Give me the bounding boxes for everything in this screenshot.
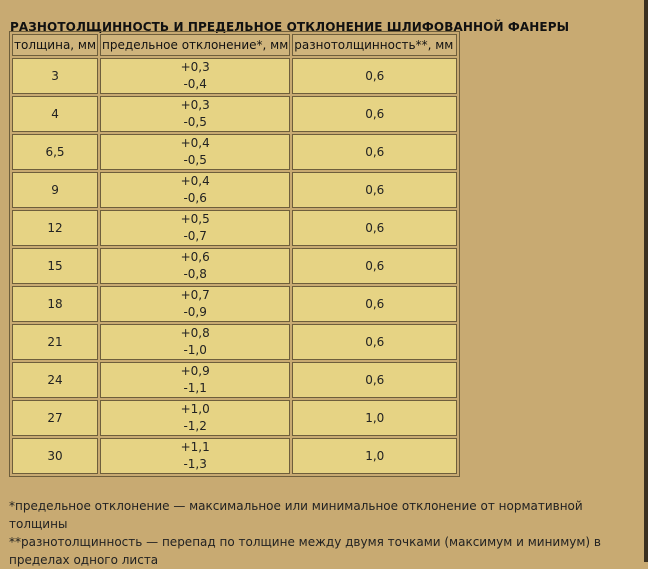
cell-variation: 0,6: [292, 324, 457, 360]
cell-variation: 0,6: [292, 58, 457, 94]
deviation-minus: -1,2: [183, 419, 207, 433]
table-row: [12, 286, 457, 322]
cell-variation: 0,6: [292, 286, 457, 322]
cell-deviation: [100, 210, 290, 246]
deviation-plus: +0,5: [180, 212, 210, 226]
table-header-row: [12, 34, 457, 56]
cell-thickness: 18: [12, 286, 98, 322]
table-row: [12, 96, 457, 132]
table-row: [12, 172, 457, 208]
cell-thickness: 21: [12, 324, 98, 360]
page-title: РАЗНОТОЛЩИННОСТЬ И ПРЕДЕЛЬНОЕ ОТКЛОНЕНИЕ ШЛИФОВАННОЙ ФАНЕРЫ: [10, 20, 570, 35]
cell-variation: 1,0: [292, 400, 457, 436]
deviation-minus: -0,9: [183, 305, 207, 319]
deviation-plus: +0,9: [180, 364, 210, 378]
cell-thickness: 15: [12, 248, 98, 284]
footnote-variation: **разнотолщинность — перепад по толщине между двумя точками (максимум и минимум) в пределах одного листа: [9, 535, 601, 567]
cell-thickness: 9: [12, 172, 98, 208]
header-deviation: предельное отклонение*, мм: [100, 34, 290, 56]
deviation-plus: +1,0: [180, 402, 210, 416]
cell-variation: 0,6: [292, 134, 457, 170]
cell-deviation: [100, 286, 290, 322]
deviation-plus: +0,7: [180, 288, 210, 302]
cell-thickness: 6,5: [12, 134, 98, 170]
deviation-plus: +0,3: [180, 60, 210, 74]
cell-variation: 1,0: [292, 438, 457, 474]
table-row: [12, 400, 457, 436]
cell-thickness: 4: [12, 96, 98, 132]
footnote-deviation: *предельное отклонение — максимальное или минимальное отклонение от нормативной толщины: [9, 499, 583, 531]
deviation-plus: +0,4: [180, 136, 210, 150]
cell-deviation: [100, 400, 290, 436]
deviation-minus: -1,0: [183, 343, 207, 357]
cell-deviation: [100, 134, 290, 170]
cell-deviation: [100, 172, 290, 208]
plywood-tolerance-table: [9, 31, 460, 477]
table-row: [12, 362, 457, 398]
deviation-plus: +0,8: [180, 326, 210, 340]
table-row: [12, 248, 457, 284]
cell-thickness: 24: [12, 362, 98, 398]
cell-variation: 0,6: [292, 210, 457, 246]
table-row: [12, 134, 457, 170]
deviation-minus: -0,6: [183, 191, 207, 205]
cell-deviation: [100, 324, 290, 360]
table-container: [9, 31, 460, 477]
footnotes: [9, 497, 634, 569]
page-edge-divider: [644, 0, 648, 562]
cell-thickness: 12: [12, 210, 98, 246]
deviation-plus: +0,4: [180, 174, 210, 188]
cell-thickness: 30: [12, 438, 98, 474]
deviation-minus: -0,5: [183, 153, 207, 167]
deviation-minus: -0,7: [183, 229, 207, 243]
deviation-minus: -1,1: [183, 381, 207, 395]
cell-variation: 0,6: [292, 172, 457, 208]
cell-variation: 0,6: [292, 96, 457, 132]
table-row: [12, 58, 457, 94]
cell-variation: 0,6: [292, 248, 457, 284]
cell-thickness: 27: [12, 400, 98, 436]
deviation-plus: +0,3: [180, 98, 210, 112]
table-row: [12, 324, 457, 360]
cell-deviation: [100, 248, 290, 284]
deviation-minus: -0,5: [183, 115, 207, 129]
deviation-minus: -0,8: [183, 267, 207, 281]
cell-deviation: [100, 96, 290, 132]
deviation-plus: +1,1: [180, 440, 210, 454]
deviation-minus: -0,4: [183, 77, 207, 91]
deviation-minus: -1,3: [183, 457, 207, 471]
table-row: [12, 438, 457, 474]
header-thickness: толщина, мм: [12, 34, 98, 56]
header-variation: разнотолщинность**, мм: [292, 34, 457, 56]
cell-variation: 0,6: [292, 362, 457, 398]
cell-thickness: 3: [12, 58, 98, 94]
table-row: [12, 210, 457, 246]
cell-deviation: [100, 58, 290, 94]
cell-deviation: [100, 438, 290, 474]
deviation-plus: +0,6: [180, 250, 210, 264]
cell-deviation: [100, 362, 290, 398]
